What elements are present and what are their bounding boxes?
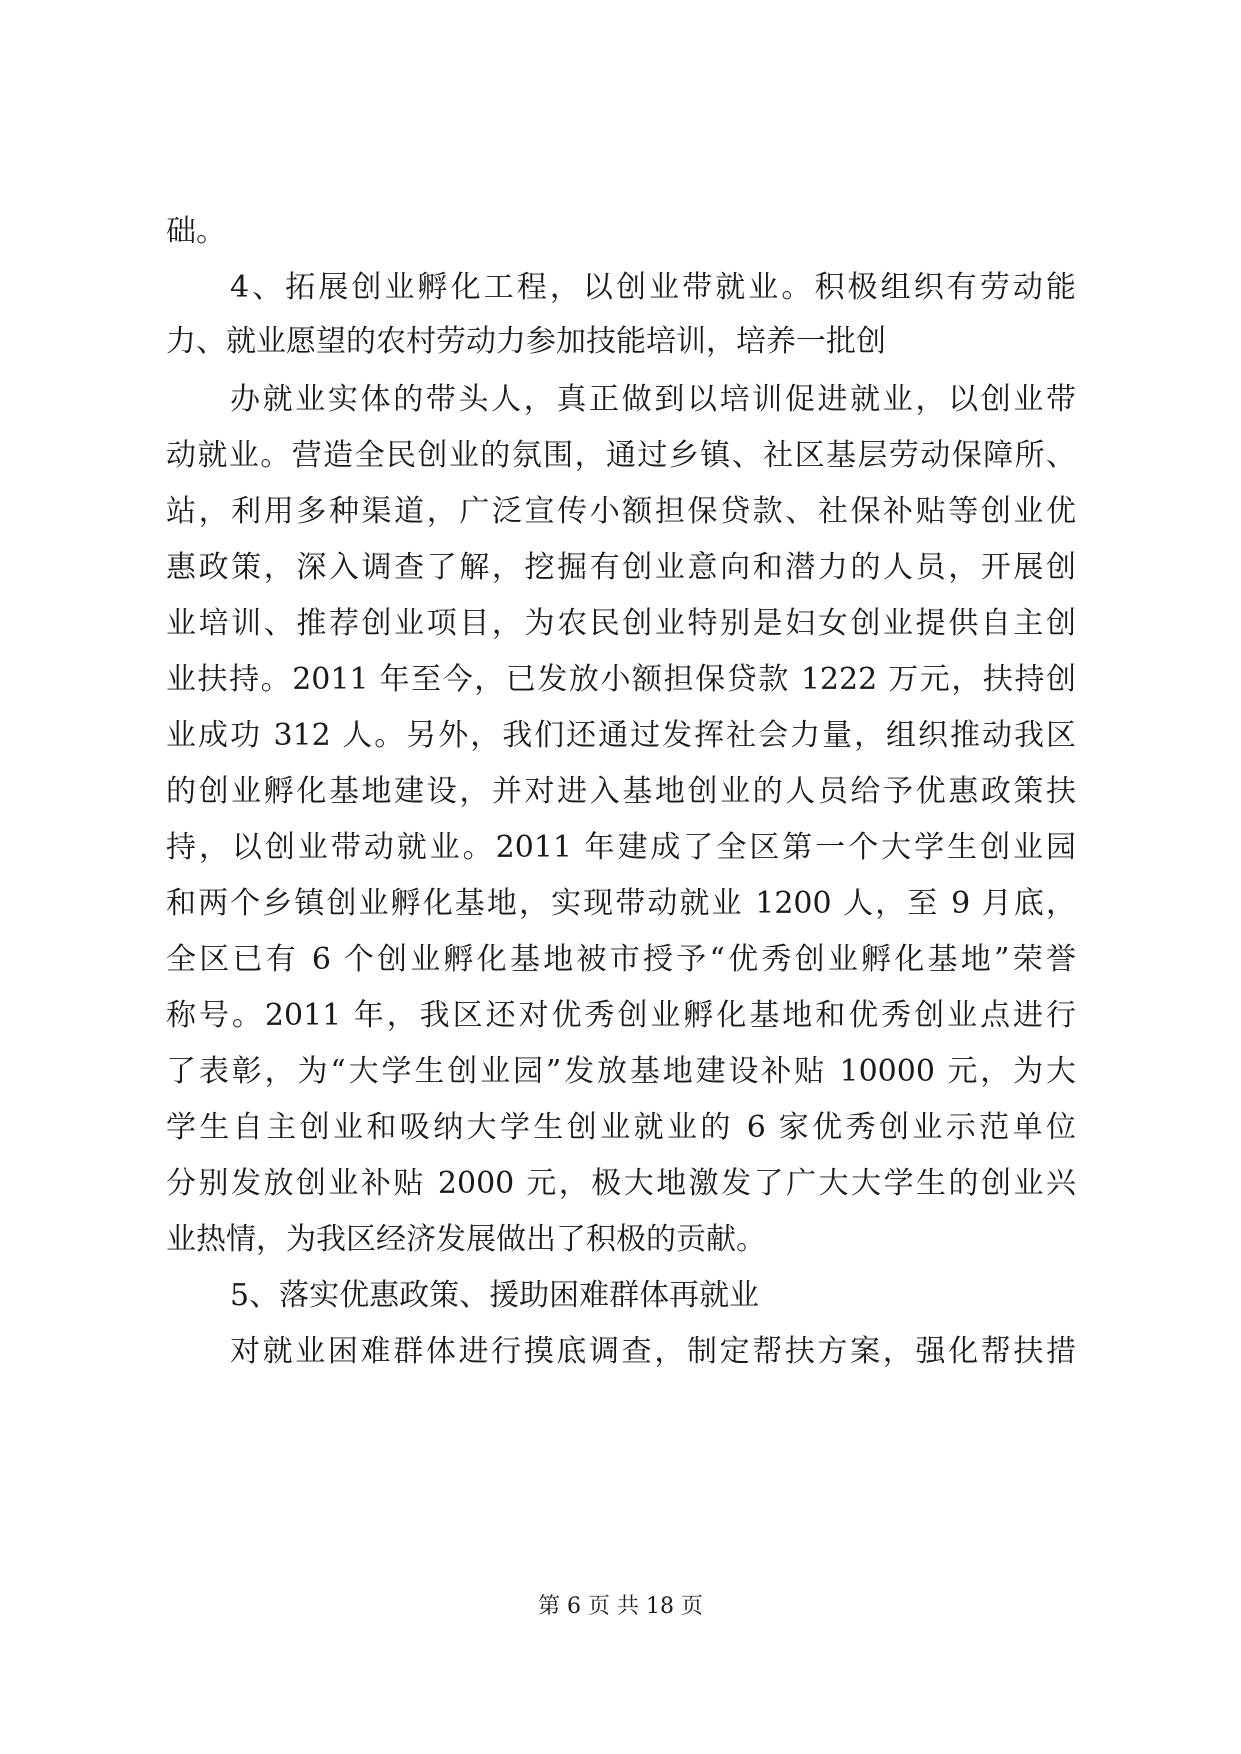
text-line-5: 动就业。营造全民创业的氛围，通过乡镇、社区基层劳动保障所、 [166,438,1076,473]
text-line-3: 力、就业愿望的农村劳动力参加技能培训，培养一批创 [166,324,886,359]
text-line-6: 站，利用多种渠道，广泛宣传小额担保贷款、社保补贴等创业优 [166,494,1076,529]
text-line-1: 础。 [166,214,226,249]
text-line-9: 业扶持。2011 年至今，已发放小额担保贷款 1222 万元，扶持创 [166,662,1076,697]
text-line-19: 业热情，为我区经济发展做出了积极的贡献。 [166,1222,766,1257]
text-line-21: 对就业困难群体进行摸底调查，制定帮扶方案，强化帮扶措 [230,1334,1076,1369]
text-line-18: 分别发放创业补贴 2000 元，极大地激发了广大大学生的创业兴 [166,1166,1076,1201]
text-line-15: 称号。2011 年，我区还对优秀创业孵化基地和优秀创业点进行 [166,998,1076,1033]
text-line-7: 惠政策，深入调查了解，挖掘有创业意向和潜力的人员，开展创 [166,550,1076,585]
text-line-11: 的创业孵化基地建设，并对进入基地创业的人员给予优惠政策扶 [166,774,1076,809]
section-heading-5: 5、落实优惠政策、援助困难群体再就业 [230,1278,760,1313]
text-line-12: 持，以创业带动就业。2011 年建成了全区第一个大学生创业园 [166,830,1076,865]
text-line-13: 和两个乡镇创业孵化基地，实现带动就业 1200 人，至 9 月底， [166,886,1076,921]
text-line-10: 业成功 312 人。另外，我们还通过发挥社会力量，组织推动我区 [166,718,1076,753]
text-line-14: 全区已有 6 个创业孵化基地被市授予“优秀创业孵化基地”荣誉 [166,942,1076,977]
text-line-16: 了表彰，为“大学生创业园”发放基地建设补贴 10000 元，为大 [166,1054,1076,1089]
text-line-2: 4、拓展创业孵化工程，以创业带就业。积极组织有劳动能 [230,270,1076,305]
text-line-17: 学生自主创业和吸纳大学生创业就业的 6 家优秀创业示范单位 [166,1110,1076,1145]
text-line-4: 办就业实体的带头人，真正做到以培训促进就业，以创业带 [230,382,1076,417]
text-line-8: 业培训、推荐创业项目，为农民创业特别是妇女创业提供自主创 [166,606,1076,641]
page-number-footer: 第 6 页 共 18 页 [538,1594,703,1619]
